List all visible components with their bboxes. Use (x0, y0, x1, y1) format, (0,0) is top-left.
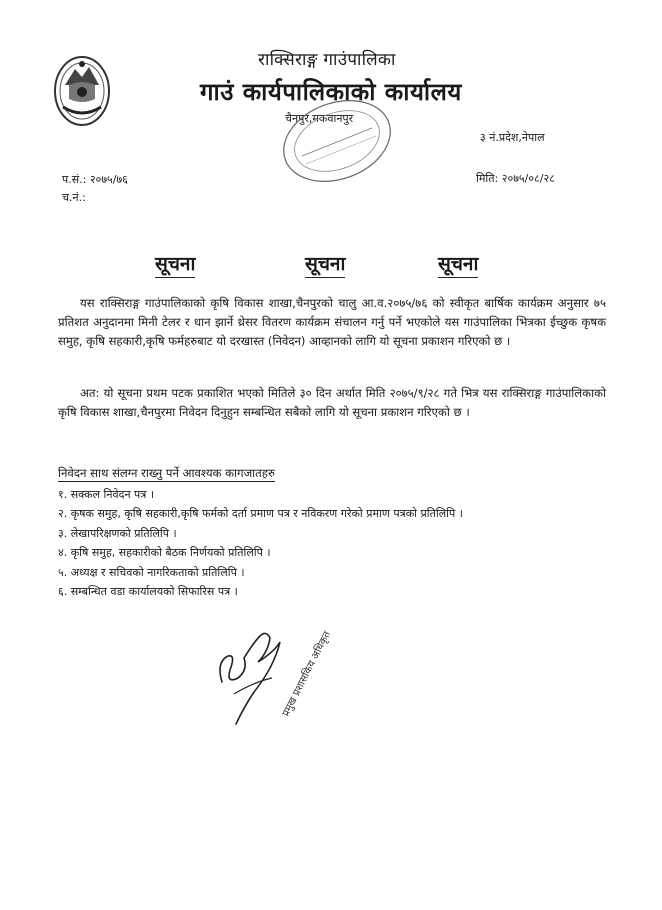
requirement-item: १. सक्कल निवेदन पत्र । (58, 488, 155, 501)
requirements-list (58, 485, 618, 601)
officer-signature (214, 612, 294, 736)
notice-title-2: सूचना (305, 250, 345, 278)
office-stamp (280, 100, 395, 186)
requirement-item: ३. लेखापरिक्षणको प्रतिलिपि । (58, 526, 177, 540)
notice-paragraph-1-text: यस राक्सिराङ्ग गाउंपालिकाको कृषि विकास शाखा,चैनपुरको चालु आ.व.२०७५/७६ को स्वीकृत बार्षिक कार्यक्रम अनुसार ७५ प्रतिशत अनुदानमा मिनी टेलर र धान झार्ने थ्रेसर वितरण कार्यक्रम संचालन गर्नु पर्ने भएकोले यस गाउंपालिका भित्रका ईच्छुक कृषक समुह, कृषि सहकारी,कृषि फर्महरुबाट यो दरखास्त (निवेदन) आव्हानको लागि यो सूचना प्रकाशन गरिएको छ । (58, 296, 606, 348)
dispatch-number: च.नं.: (62, 191, 86, 204)
requirement-item: २. कृषक समुह, कृषि सहकारी,कृषि फर्मको दर्ता प्रमाण पत्र र नविकरण गरेको प्रमाण पत्रको प्रतिलिपि । (58, 507, 463, 521)
nepal-emblem-seal (53, 55, 111, 131)
requirement-item: ४. कृषि समुह, सहकारीको बैठक निर्णयको प्रतिलिपि । (58, 546, 271, 560)
municipality-name: राक्सिराङ्ग गाउंपालिका (258, 50, 396, 70)
notice-title-1: सूचना (155, 250, 195, 278)
office-name: गाउं कार्यपालिकाको कार्यालय (200, 78, 462, 106)
requirement-item: ६. सम्बन्धित वडा कार्यालयको सिफारिस पत्र । (58, 585, 238, 599)
notice-date: मिति: २०७५/०८/२८ (476, 172, 555, 185)
signatory-designation: प्रमुख प्रशासकिय अधिकृत (280, 629, 334, 719)
notice-title-3: सूचना (438, 250, 478, 278)
notice-paragraph-2 (58, 384, 606, 422)
requirements-heading: निवेदन साथ संलग्न राख्नु पर्ने आवश्यक कागजातहरु (58, 466, 275, 480)
reference-number: प.सं.: २०७५/७६ (62, 173, 128, 186)
notice-paragraph-2-text: अत: यो सूचना प्रथम पटक प्रकाशित भएको मितिले ३० दिन अर्थात मिति २०७५/९/२८ गते भित्र यस राक्सिराङ्ग गाउंपालिकाको कृषि विकास शाखा,चैनपुरमा निवेदन दिनुहुन सम्बन्धित सबैको लागि यो सूचना प्रकाशन गरिएको छ । (58, 386, 606, 419)
notice-paragraph-1 (58, 294, 606, 351)
office-address: चैनपुर,मकवानपुर (285, 112, 354, 125)
requirement-item: ५. अध्यक्ष र सचिवको नागरिकताको प्रतिलिपि । (58, 565, 245, 579)
province-line: ३ नं.प्रदेश,नेपाल (480, 131, 545, 144)
